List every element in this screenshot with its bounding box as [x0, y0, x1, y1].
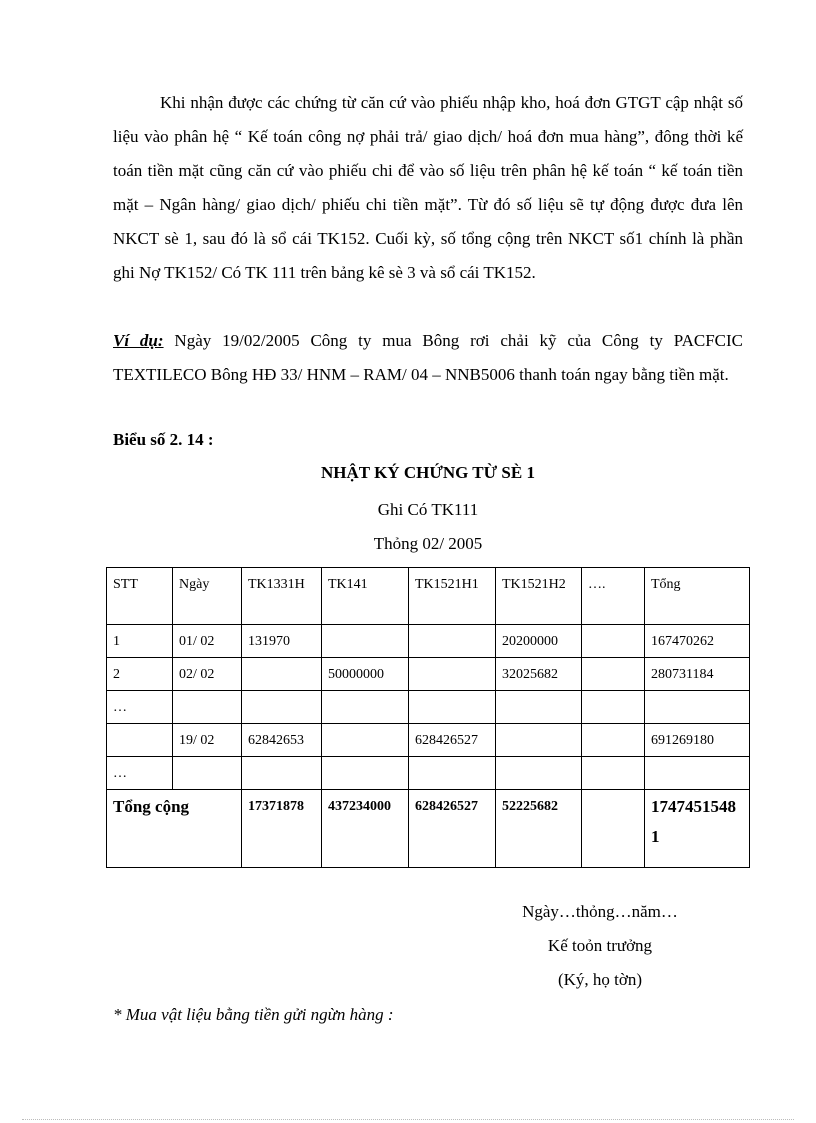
- table-cell: 167470262: [645, 625, 750, 658]
- table-row: [107, 724, 750, 757]
- table-cell: [409, 658, 496, 691]
- example-text: Công ty mua Bông rơi chải kỹ của Công ty PACFCIC TEXTILECO Bông HĐ 33/ HNM – RAM/ 04 – NNB5006 thanh toán ngay bằng tiền mặt.: [113, 331, 743, 384]
- table-row: [107, 757, 750, 790]
- table-cell: 62842653: [242, 724, 322, 757]
- table-cell: [409, 691, 496, 724]
- table-cell: [496, 757, 582, 790]
- table-cell: 01/ 02: [173, 625, 242, 658]
- table-cell: [107, 724, 173, 757]
- journal-table: [106, 567, 750, 868]
- table-cell: 131970: [242, 625, 322, 658]
- header-cell: TK1521H1: [409, 568, 496, 625]
- total-label: Tổng cộng: [107, 790, 242, 868]
- table-cell: [582, 625, 645, 658]
- table-cell: …: [107, 691, 173, 724]
- table-cell: 50000000: [322, 658, 409, 691]
- table-cell: [496, 691, 582, 724]
- table-cell: [322, 625, 409, 658]
- header-cell: ….: [582, 568, 645, 625]
- header-cell: TK1331H: [242, 568, 322, 625]
- table-cell: [322, 724, 409, 757]
- table-cell: [645, 691, 750, 724]
- journal-subtitle-period: Thỏng 02/ 2005: [373, 534, 483, 553]
- table-cell: 691269180: [645, 724, 750, 757]
- table-row: [107, 658, 750, 691]
- example-label: Ví dụ:: [113, 331, 164, 350]
- figure-label: Biểu số 2. 14 :: [113, 430, 214, 449]
- total-cell: 437234000: [322, 790, 409, 868]
- table-cell: [322, 757, 409, 790]
- total-cell: 52225682: [496, 790, 582, 868]
- table-cell: [322, 691, 409, 724]
- example-paragraph: [113, 324, 743, 392]
- table-cell: 280731184: [645, 658, 750, 691]
- example-date: 19/02/2005: [222, 331, 300, 350]
- signature-date: Ngày…thỏng…năm…: [522, 902, 678, 921]
- total-cell: 17371878: [242, 790, 322, 868]
- journal-title: NHẬT KÝ CHỨNG TỪ SÈ 1: [321, 463, 535, 482]
- table-cell: [242, 658, 322, 691]
- table-cell: [409, 757, 496, 790]
- bank-deposit-note: * Mua vật liệu bằng tiền gửi ngừn hàng :: [113, 1005, 394, 1024]
- table-cell: [496, 724, 582, 757]
- table-cell: 1: [107, 625, 173, 658]
- table-cell: [582, 757, 645, 790]
- table-total-row: [107, 790, 750, 868]
- page-bottom-rule: [22, 1119, 794, 1120]
- table-cell: [173, 691, 242, 724]
- table-cell: 628426527: [409, 724, 496, 757]
- journal-subtitle-account: Ghi Có TK111: [377, 500, 479, 519]
- signature-hint: (Ký, họ tờn): [557, 970, 643, 989]
- table-cell: 32025682: [496, 658, 582, 691]
- total-cell: [582, 790, 645, 868]
- header-cell: STT: [107, 568, 173, 625]
- table-row: [107, 625, 750, 658]
- table-cell: [582, 691, 645, 724]
- table-cell: 20200000: [496, 625, 582, 658]
- table-cell: [242, 757, 322, 790]
- table-cell: [582, 724, 645, 757]
- header-cell: Tổng: [645, 568, 750, 625]
- table-cell: [242, 691, 322, 724]
- signature-role: Kế toỏn trưởng: [547, 936, 653, 955]
- table-cell: 02/ 02: [173, 658, 242, 691]
- total-cell: 628426527: [409, 790, 496, 868]
- table-header-row: [107, 568, 750, 625]
- table-cell: …: [107, 757, 173, 790]
- table-cell: [173, 757, 242, 790]
- table-cell: 19/ 02: [173, 724, 242, 757]
- header-cell: Ngày: [173, 568, 242, 625]
- table-cell: [645, 757, 750, 790]
- example-prefix: Ngày: [163, 331, 223, 350]
- header-cell: TK1521H2: [496, 568, 582, 625]
- table-cell: [582, 658, 645, 691]
- header-cell: TK141: [322, 568, 409, 625]
- table-cell: 2: [107, 658, 173, 691]
- grand-total-cell: 17474515481: [645, 790, 750, 868]
- table-cell: [409, 625, 496, 658]
- table-row: [107, 691, 750, 724]
- intro-paragraph: Khi nhận được các chứng từ căn cứ vào phiếu nhập kho, hoá đơn GTGT cập nhật số liệu vào phân hệ “ Kế toán công nợ phải trả/ giao dịch/ hoá đơn mua hàng”, đông thời kế toán tiền mặt cũng căn cứ vào phiếu chi để vào số liệu trên phân hệ kế toán “ kế toán tiền mặt – Ngân hàng/ giao dịch/ phiếu chi tiền mặt”. Từ đó số liệu sẽ tự động được đưa lên NKCT sè 1, sau đó là sổ cái TK152. Cuối kỳ, số tổng cộng trên NKCT số1 chính là phần ghi Nợ TK152/ Có TK 111 trên bảng kê sè 3 và sổ cái TK152.: [113, 93, 743, 282]
